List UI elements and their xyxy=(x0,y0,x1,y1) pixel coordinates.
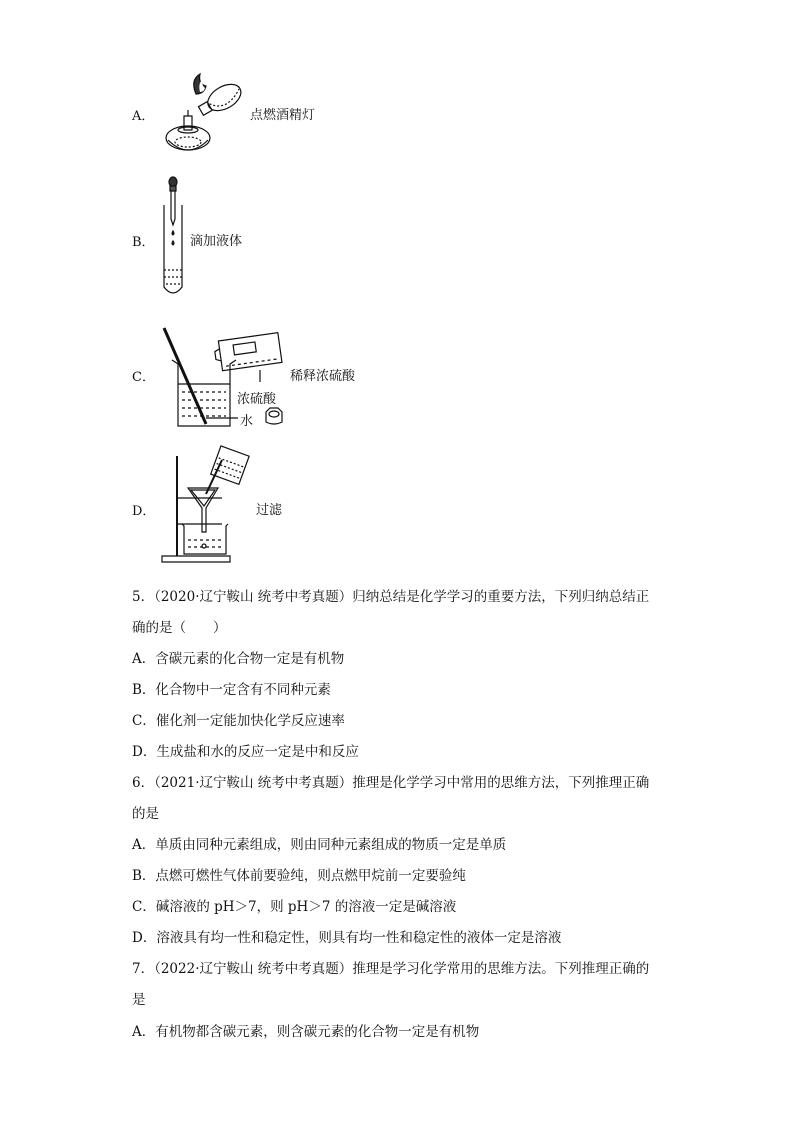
test-tube-dropper-illustration xyxy=(160,175,190,297)
question-5-option-a: A．含碳元素的化合物一定是有机物 xyxy=(132,651,345,667)
question-6-option-b: B．点燃可燃性气体前要验纯，则点燃甲烷前一定要验纯 xyxy=(132,868,466,884)
water-label: 水 xyxy=(240,414,254,429)
dilute-sulfuric-acid-illustration xyxy=(160,322,290,432)
question-5-stem-line-2: 确的是（ ） xyxy=(132,620,227,636)
question-7-option-a: A．有机物都含碳元素，则含碳元素的化合物一定是有机物 xyxy=(132,1024,480,1040)
question-5-option-b: B．化合物中一定含有不同种元素 xyxy=(132,682,331,698)
question-6-stem-line-2: 的是 xyxy=(132,806,159,822)
question-5-option-d: D．生成盐和水的反应一定是中和反应 xyxy=(132,744,359,760)
question-5-stem-line-1: 5．（2020·辽宁鞍山 统考中考真题）归纳总结是化学学习的重要方法，下列归纳总结正 xyxy=(132,589,650,605)
question-6-stem-line-1: 6．（2021·辽宁鞍山 统考中考真题）推理是化学学习中常用的思维方法，下列推理正确 xyxy=(132,775,650,791)
option-a-caption: 点燃酒精灯 xyxy=(250,108,316,123)
question-6-option-c: C．碱溶液的 pH＞7，则 pH＞7 的溶液一定是碱溶液 xyxy=(132,899,457,915)
option-d-letter: D． xyxy=(132,504,156,519)
concentrated-sulfuric-acid-label: 浓硫酸 xyxy=(237,392,277,407)
question-5-option-c: C．催化剂一定能加快化学反应速率 xyxy=(132,713,345,729)
question-6-option-a: A．单质由同种元素组成，则由同种元素组成的物质一定是单质 xyxy=(132,837,507,853)
option-d-caption: 过滤 xyxy=(256,503,283,518)
question-6-option-d: D．溶液具有均一性和稳定性，则具有均一性和稳定性的液体一定是溶液 xyxy=(132,930,562,946)
option-b-letter: B． xyxy=(132,235,155,250)
option-b-caption: 滴加液体 xyxy=(190,234,243,249)
option-c-letter: C． xyxy=(132,370,155,385)
option-c-caption: 稀释浓硫酸 xyxy=(290,369,356,384)
alcohol-lamp-lighting-illustration xyxy=(160,70,250,158)
question-7-stem-line-2: 是 xyxy=(132,992,146,1008)
option-a-letter: A． xyxy=(132,109,155,124)
filtration-illustration xyxy=(160,448,255,566)
question-7-stem-line-1: 7．（2022·辽宁鞍山 统考中考真题）推理是学习化学常用的思维方法。下列推理正确的 xyxy=(132,961,650,977)
